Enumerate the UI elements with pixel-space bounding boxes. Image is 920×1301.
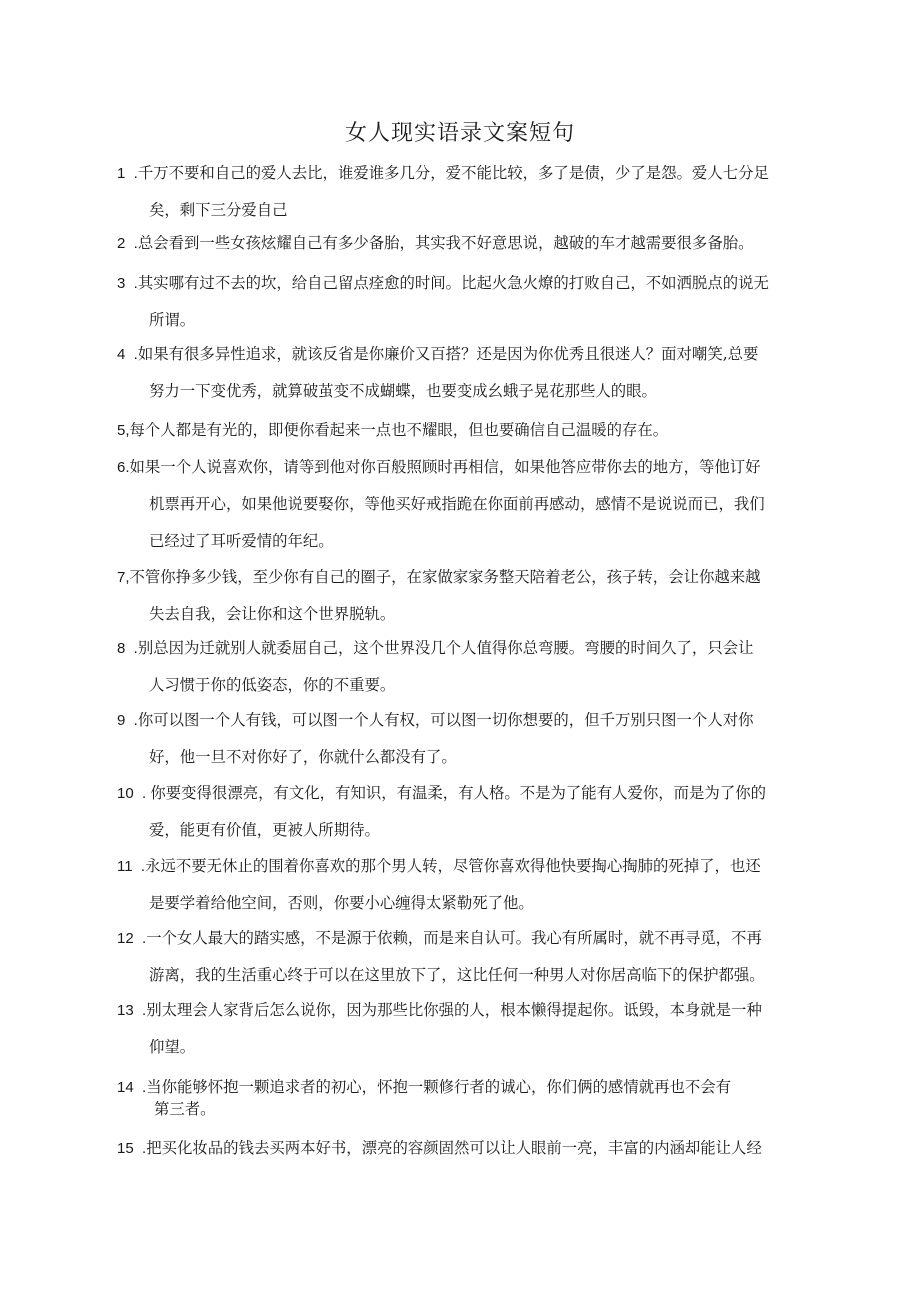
item-number: 10 (117, 785, 134, 802)
item-number: 8 (117, 640, 126, 657)
item-continuation-line: 游离，我的生活重心终于可以在这里放下了，这比任何一种男人对你居高临下的保护都强。 (149, 966, 765, 984)
item-text: 你要变得很漂亮，有文化，有知识，有温柔，有人格。不是为了能有人爱你，而是为了你的 (150, 784, 766, 802)
item-separator: . (132, 858, 146, 875)
item-text: 把买化妆品的钱去买两本好书，漂亮的容颜固然可以让人眼前一亮，丰富的内涵却能让人经 (146, 1139, 762, 1157)
item-first-line (117, 998, 762, 1022)
item-text: 总会看到一些女孩炫耀自己有多少备胎，其实我不好意思说，越破的车才越需要很多备胎。 (137, 234, 754, 252)
item-first-line (117, 455, 761, 479)
item-text: 永远不要无休止的围着你喜欢的那个男人转，尽管你喜欢得他快要掏心掏肺的死掉了，也还 (145, 857, 761, 875)
item-separator: . (125, 712, 138, 729)
item-text: 当你能够怀抱一颗追求者的初心，怀抱一颗修行者的诚心，你们俩的感情就再也不会有 (146, 1078, 732, 1096)
item-separator: . (125, 235, 138, 252)
item-continuation-line: 已经过了耳听爱情的年纪。 (149, 532, 334, 550)
item-continuation-line: 爱，能更有价值，更被人所期待。 (149, 821, 380, 839)
item-first-line (117, 854, 761, 878)
item-separator: . (125, 459, 130, 476)
item-text: 别太理会人家背后怎么说你，因为那些比你强的人，根本懒得提起你。诋毁，本身就是一种 (146, 1001, 762, 1019)
item-continuation-line: 仰望。 (149, 1038, 196, 1056)
item-text: 你可以图一个人有钱，可以图一个人有权，可以图一切你想要的，但千万别只图一个人对你 (137, 711, 754, 729)
item-first-line (117, 418, 668, 442)
item-continuation-line: 矣，剩下三分爱自己 (149, 201, 288, 219)
item-separator: . (125, 640, 138, 657)
item-continuation-line: 失去自我，会让你和这个世界脱轨。 (149, 605, 396, 623)
item-number: 2 (117, 235, 126, 252)
item-continuation-line: 是要学着给他空间，否则，你要小心缠得太紧勒死了他。 (149, 894, 534, 912)
item-separator: . (133, 785, 151, 802)
item-first-line (117, 781, 766, 805)
item-text: 一个女人最大的踏实感，不是源于依赖，而是来自认可。我心有所属时，就不再寻觅，不再 (146, 929, 762, 947)
item-first-line (117, 565, 761, 589)
item-continuation-line: 机票再开心，如果他说要娶你，等他买好戒指跪在你面前再感动，感情不是说说而已，我们 (149, 495, 765, 513)
item-number: 15 (117, 1140, 134, 1157)
item-continuation-line: 第三者。 (154, 1100, 216, 1118)
item-text: 如果有很多异性追求，就该反省是你廉价又百搭？还是因为你优秀且很迷人？面对嘲笑,总要 (137, 345, 759, 363)
item-number: 13 (117, 1002, 134, 1019)
item-text: 千万不要和自己的爱人去比，谁爱谁多几分，爱不能比较，多了是债，少了是怨。爱人七分足 (137, 164, 769, 182)
item-continuation-line: 努力一下变优秀，就算破茧变不成蝴蝶，也要变成幺蛾子晃花那些人的眼。 (149, 382, 657, 400)
document-title: 女人现实语录文案短句 (344, 121, 575, 146)
item-number: 3 (117, 275, 126, 292)
item-text: 每个人都是有光的，即便你看起来一点也不耀眼，但也要确信自己温暖的存在。 (129, 421, 669, 439)
item-number: 14 (117, 1079, 134, 1096)
item-first-line (117, 1136, 762, 1160)
item-text: 其实哪有过不去的坎，给自己留点痊愈的时间。比起火急火燎的打败自己，不如洒脱点的说无 (137, 274, 769, 292)
item-separator: . (133, 1079, 147, 1096)
item-number: 4 (117, 346, 126, 363)
item-first-line (117, 271, 769, 295)
item-number: 11 (117, 858, 133, 875)
item-separator: , (125, 422, 130, 439)
item-first-line (117, 636, 754, 660)
item-number: 7 (117, 569, 126, 586)
item-continuation-line: 好，他一旦不对你好了，你就什么都没有了。 (149, 748, 457, 766)
item-number: 12 (117, 930, 134, 947)
item-continuation-line: 所谓。 (149, 311, 196, 329)
item-number: 1 (117, 165, 126, 182)
item-first-line (117, 708, 754, 732)
item-continuation-line: 人习惯于你的低姿态，你的不重要。 (149, 676, 396, 694)
item-separator: . (133, 1002, 147, 1019)
item-number: 6 (117, 459, 126, 476)
item-separator: . (133, 930, 147, 947)
item-separator: . (133, 1140, 147, 1157)
item-separator: . (125, 275, 138, 292)
item-first-line (117, 926, 762, 950)
item-separator: , (125, 569, 130, 586)
item-text: 不管你挣多少钱，至少你有自己的圈子，在家做家家务整天陪着老公，孩子转，会让你越来越 (129, 568, 761, 586)
item-text: 别总因为迁就别人就委屈自己，这个世界没几个人值得你总弯腰。弯腰的时间久了，只会让 (137, 639, 754, 657)
item-first-line (117, 161, 769, 185)
item-separator: . (125, 165, 138, 182)
item-first-line (117, 231, 754, 255)
item-number: 5 (117, 422, 126, 439)
item-number: 9 (117, 712, 126, 729)
item-first-line (117, 342, 758, 366)
item-text: 如果一个人说喜欢你，请等到他对你百般照顾时再相信，如果他答应带你去的地方，等他订好 (129, 458, 761, 476)
item-separator: . (125, 346, 138, 363)
item-first-line (117, 1075, 731, 1099)
